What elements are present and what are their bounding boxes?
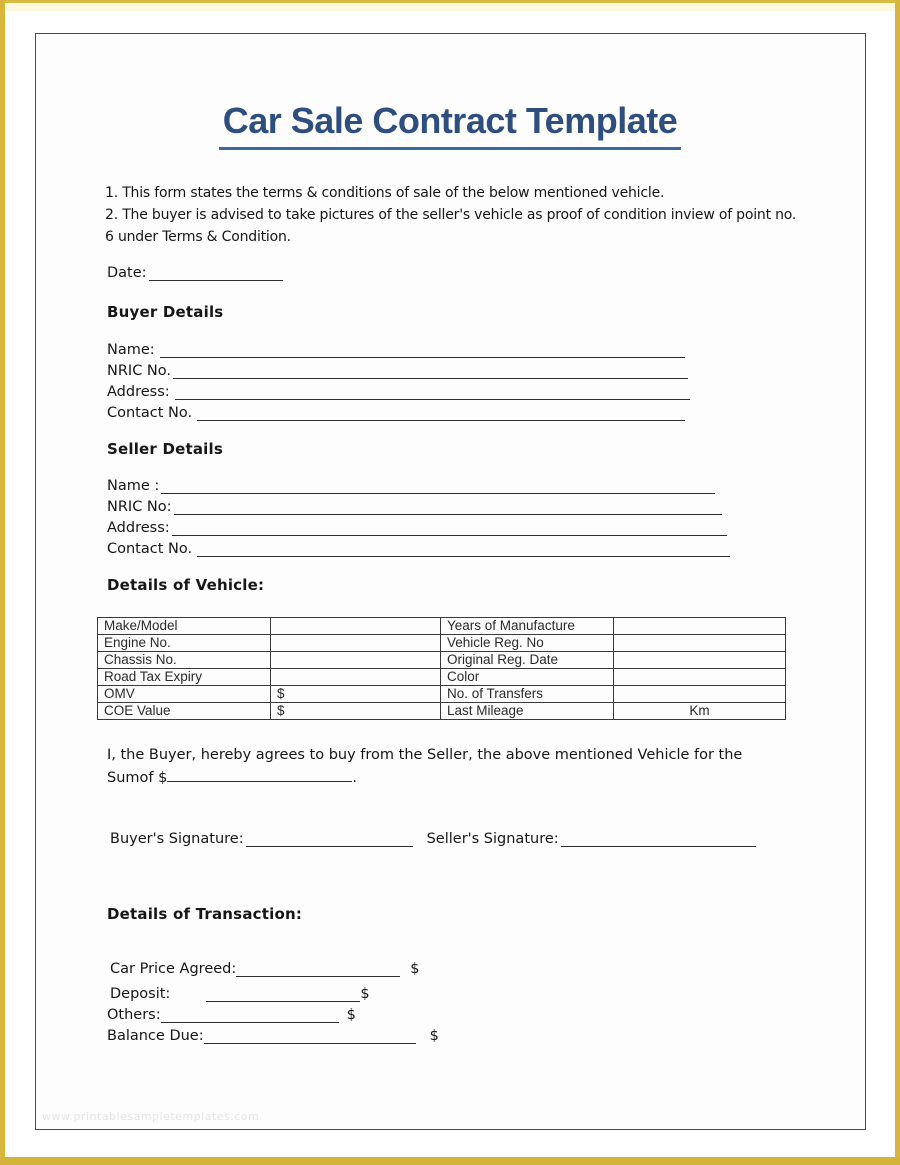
signatures-row — [110, 827, 756, 847]
intro-line-2: 2. The buyer is advised to take pictures of the seller's vehicle as proof of condition inview of point no. 6 under Terms & Condition. — [105, 207, 797, 245]
table-cell — [271, 652, 441, 669]
seller-name-label: Name : — [107, 478, 160, 494]
agreement-line-1: I, the Buyer, hereby agrees to buy from the Seller, the above mentioned Vehicle for the — [107, 747, 743, 763]
agreement-sum-prefix: Sumof $ — [107, 770, 168, 786]
table-row — [98, 618, 786, 635]
buyer-details-heading: Buyer Details — [107, 303, 224, 321]
others-blank-line — [161, 1006, 339, 1023]
car-price-blank-line — [236, 960, 400, 977]
buyer-signature-blank-line — [246, 829, 413, 847]
deposit-row — [110, 982, 370, 1002]
table-cell — [614, 686, 786, 703]
agreement-clause — [107, 744, 767, 790]
transaction-details-heading: Details of Transaction: — [107, 905, 303, 923]
buyer-address-row — [107, 380, 690, 400]
vehicle-details-table — [97, 617, 786, 720]
table-cell — [271, 635, 441, 652]
table-cell: Make/Model — [98, 618, 271, 635]
table-cell: Road Tax Expiry — [98, 669, 271, 686]
table-cell: Years of Manufacture — [441, 618, 614, 635]
agreement-line-2 — [107, 767, 767, 790]
buyer-contact-row — [107, 401, 685, 421]
car-price-row — [110, 957, 420, 977]
gold-frame-cream-strip — [0, 3, 900, 11]
table-cell: COE Value — [98, 703, 271, 720]
buyer-nric-blank-line — [173, 361, 688, 379]
table-cell: Color — [441, 669, 614, 686]
vehicle-details-heading: Details of Vehicle: — [107, 576, 265, 594]
seller-nric-blank-line — [174, 497, 722, 515]
deposit-label: Deposit: — [110, 986, 171, 1002]
table-cell: Chassis No. — [98, 652, 271, 669]
car-price-currency: $ — [410, 961, 420, 977]
table-cell: Original Reg. Date — [441, 652, 614, 669]
seller-name-row — [107, 474, 715, 494]
buyer-address-blank-line — [175, 382, 690, 400]
seller-address-row — [107, 516, 727, 536]
buyer-address-label: Address: — [107, 384, 170, 400]
buyer-nric-label: NRIC No. — [107, 363, 172, 379]
table-cell: $ — [271, 686, 441, 703]
gold-frame-bottom — [0, 1157, 900, 1165]
others-row — [107, 1003, 356, 1023]
table-row — [98, 669, 786, 686]
seller-contact-blank-line — [197, 539, 730, 557]
table-row — [98, 652, 786, 669]
seller-signature-blank-line — [561, 829, 756, 847]
buyer-contact-label: Contact No. — [107, 405, 193, 421]
table-cell: No. of Transfers — [441, 686, 614, 703]
intro-paragraph — [105, 182, 805, 248]
table-cell — [614, 635, 786, 652]
seller-contact-row — [107, 537, 730, 557]
seller-nric-label: NRIC No: — [107, 499, 172, 515]
deposit-currency: $ — [360, 986, 370, 1002]
gold-frame-right — [895, 0, 900, 1165]
table-cell: Km — [614, 703, 786, 720]
table-cell — [614, 669, 786, 686]
others-label: Others: — [107, 1007, 161, 1023]
seller-details-heading: Seller Details — [107, 440, 223, 458]
intro-line-1: 1. This form states the terms & conditions of sale of the below mentioned vehicle. — [105, 185, 665, 201]
table-cell — [614, 618, 786, 635]
buyer-name-label: Name: — [107, 342, 155, 358]
buyer-nric-row — [107, 359, 688, 379]
gold-frame-left — [0, 0, 5, 1165]
sum-blank-line — [167, 767, 352, 782]
table-row — [98, 686, 786, 703]
table-cell: Vehicle Reg. No — [441, 635, 614, 652]
buyer-contact-blank-line — [197, 403, 685, 421]
car-price-label: Car Price Agreed: — [110, 961, 237, 977]
seller-nric-row — [107, 495, 722, 515]
deposit-blank-line — [206, 985, 360, 1002]
date-label: Date: — [107, 265, 147, 281]
date-blank-line — [149, 263, 283, 281]
balance-due-row — [107, 1024, 439, 1044]
table-cell: OMV — [98, 686, 271, 703]
agreement-sum-suffix: . — [352, 770, 357, 786]
balance-due-blank-line — [204, 1027, 416, 1044]
table-cell — [271, 669, 441, 686]
table-row — [98, 703, 786, 720]
buyer-name-blank-line — [160, 340, 685, 358]
balance-due-label: Balance Due: — [107, 1028, 204, 1044]
watermark-url: www.printablesampletemplates.com — [42, 1110, 260, 1123]
title-wrap — [0, 100, 900, 150]
table-cell — [614, 652, 786, 669]
seller-contact-label: Contact No. — [107, 541, 193, 557]
date-row — [107, 261, 283, 281]
table-cell: Engine No. — [98, 635, 271, 652]
seller-address-label: Address: — [107, 520, 170, 536]
others-currency: $ — [346, 1007, 356, 1023]
page-title: Car Sale Contract Template — [219, 100, 681, 150]
seller-address-blank-line — [172, 518, 727, 536]
seller-name-blank-line — [161, 476, 715, 494]
table-row — [98, 635, 786, 652]
table-cell: $ — [271, 703, 441, 720]
buyer-signature-label: Buyer's Signature: — [110, 831, 244, 847]
table-cell — [271, 618, 441, 635]
table-cell: Last Mileage — [441, 703, 614, 720]
buyer-name-row — [107, 338, 685, 358]
balance-due-currency: $ — [429, 1028, 439, 1044]
seller-signature-label: Seller's Signature: — [426, 831, 559, 847]
